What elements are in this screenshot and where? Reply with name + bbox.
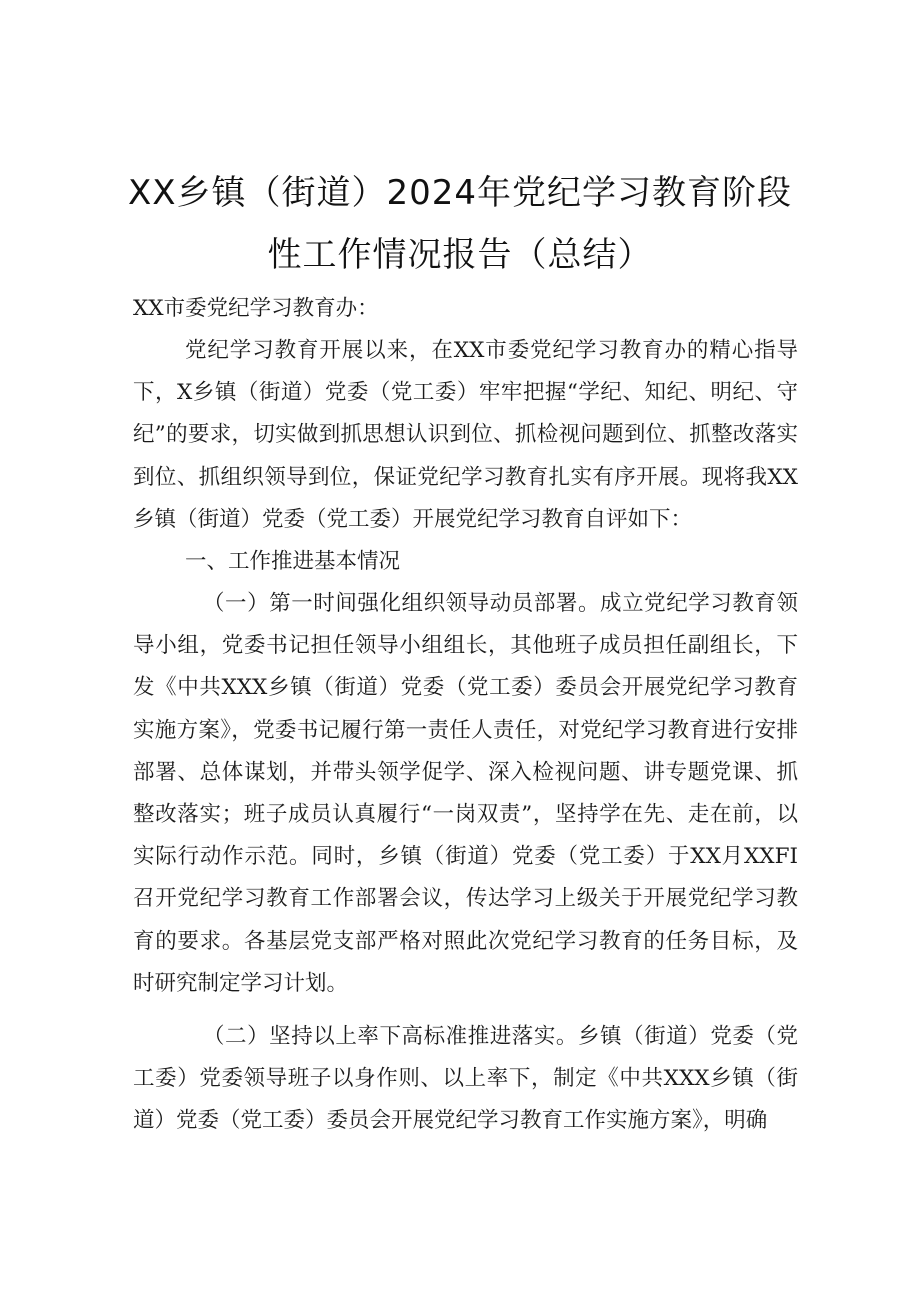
intro-paragraph: 党纪学习教育开展以来，在XX市委党纪学习教育办的精心指导下，X乡镇（街道）党委（党工委）牢牢把握“学纪、知纪、明纪、守纪”的要求，切实做到抓思想认识到位、抓检视问题到位、抓整改落实到位、抓组织领导到位，保证党纪学习教育扎实有序开展。现将我XX乡镇（街道）党委（党工委）开展党纪学习教育自评如下：	[133, 338, 798, 532]
document-title-line-1: XX乡镇（街道）2024年党纪学习教育阶段	[127, 173, 793, 213]
subsection-paragraph-2: （二）坚持以上率下高标准推进落实。乡镇（街道）党委（党工委）党委领导班子以身作则、以上率下，制定《中共XXX乡镇（街道）党委（党工委）委员会开展党纪学习教育工作实施方案》，明确	[133, 1024, 798, 1134]
section-heading: 一、工作推进基本情况	[185, 549, 401, 574]
subsection-paragraph-1: （一）第一时间强化组织领导动员部署。成立党纪学习教育领导小组，党委书记担任领导小组组长，其他班子成员担任副组长，下发《中共XXX乡镇（街道）党委（党工委）委员会开展党纪学习教育实施方案》，党委书记履行第一责任人责任，对党纪学习教育进行安排部署、总体谋划，并带头领学促学、深入检视问题、讲专题党课、抓整改落实；班子成员认真履行“一岗双责”，坚持学在先、走在前，以实际行动作示范。同时，乡镇（街道）党委（党工委）于XX月XXFI召开党纪学习教育工作部署会议，传达学习上级关于开展党纪学习教育的要求。各基层党支部严格对照此次党纪学习教育的任务目标，及时研究制定学习计划。	[133, 591, 798, 996]
salutation: XX市委党纪学习教育办：	[133, 296, 379, 321]
document-title-line-2: 性工作情况报告（总结）	[267, 235, 653, 275]
